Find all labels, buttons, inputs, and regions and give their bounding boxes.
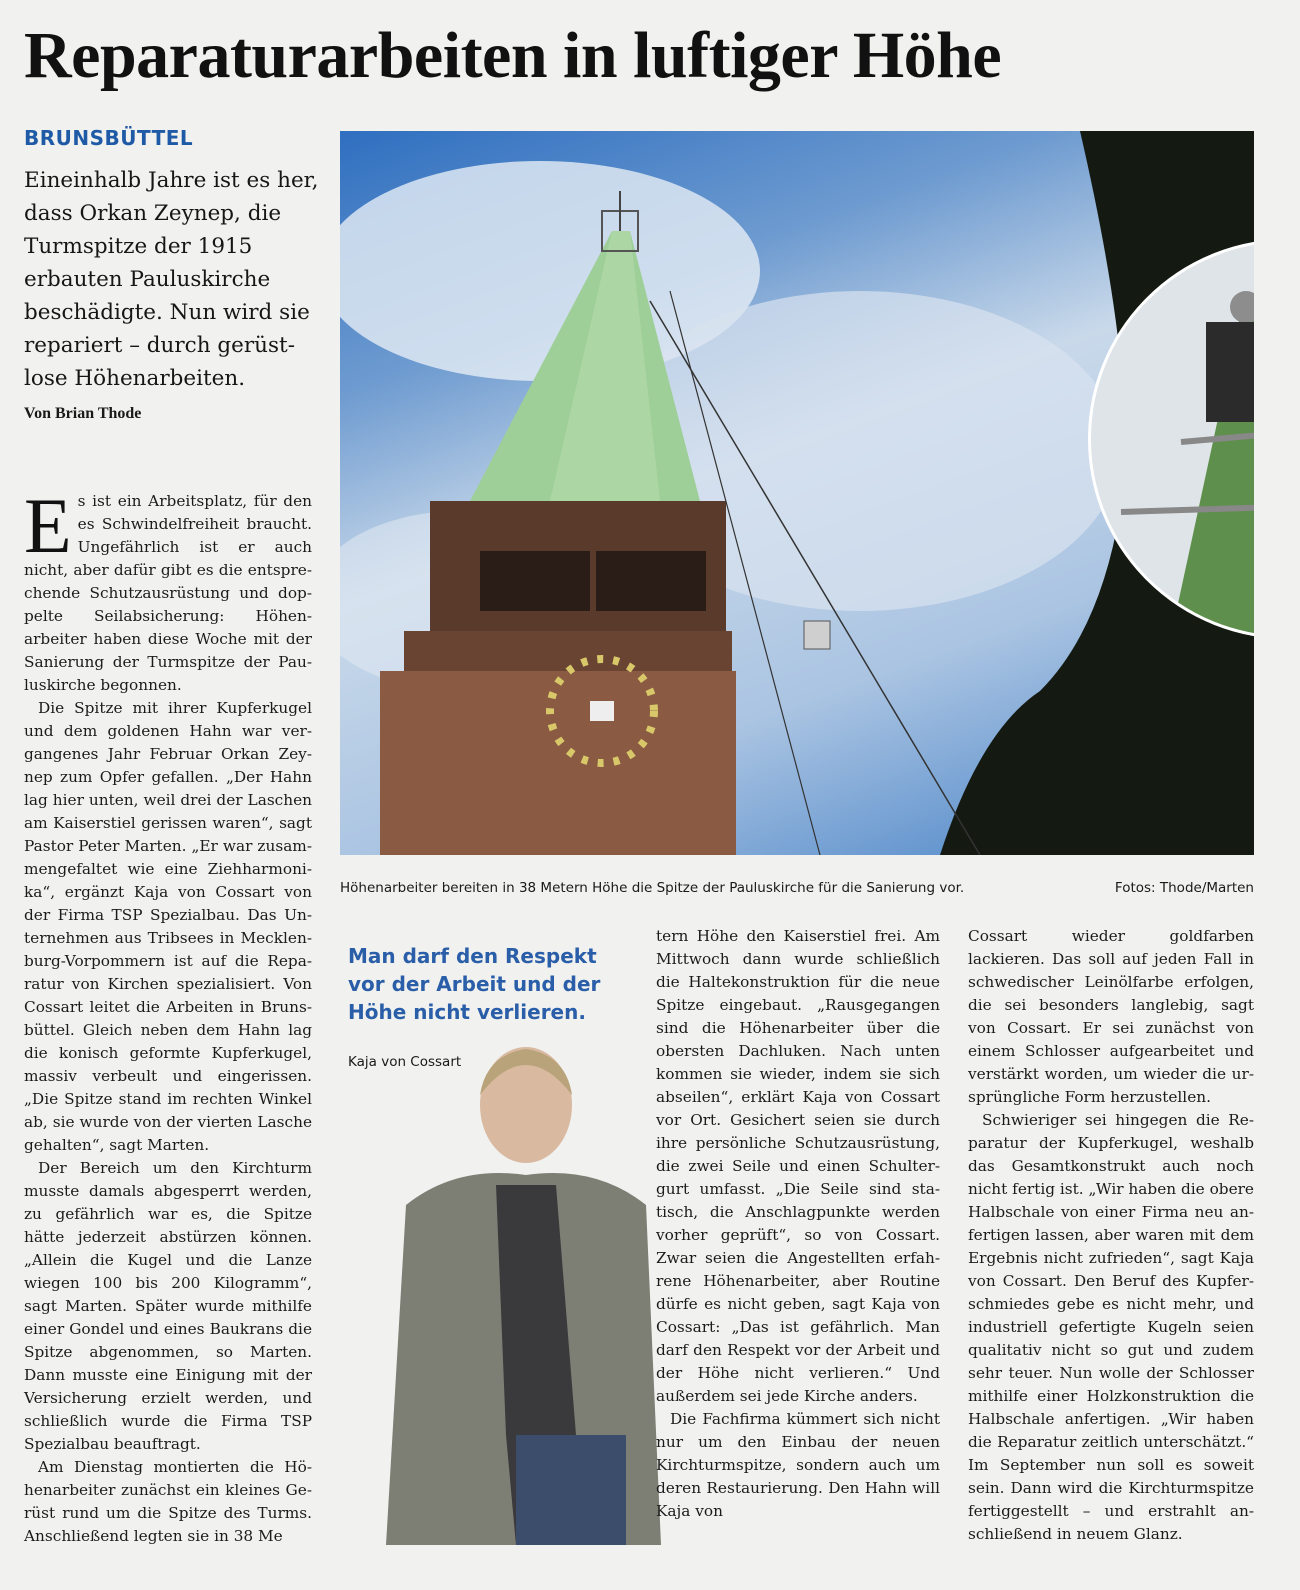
paragraph: Die Spitze mit ihrer Kupferkugel und dem goldenen Hahn war vergangenes Jahr Februar Orkan Zeynep zum Opfer gefallen. „Der Hahn lag hier unten, weil drei der Laschen am Kaiserstiel gerissen waren“, sagt Pastor Peter Marten. „Er war zusammengefaltet wie eine Ziehharmonika“, ergänzt Kaja von Cossart von der Firma TSP Spezialbau. Das Unternehmen aus Tribsees in Mecklenburg-Vorpommern ist auf die Reparatur von Kirchen spezialisiert. Von Cossart leitet die Arbeiten in Brunsbüttel. Gleich neben dem Hahn lag die konisch geformte Kupferkugel, massiv verbeult und eingerissen. „Die Spitze stand im rechten Winkel ab, sie wurde von der vierten Lasche gehalten“, sagt Marten.	[24, 699, 312, 1154]
paragraph: Schwieriger sei hingegen die Reparatur der Kupferkugel, weshalb das Gesamtkonstrukt auch noch nicht fertig ist. „Wir haben die obere Halbschale von einer Firma neu anfertigen lassen, aber waren mit dem Ergebnis nicht zufrieden“, sagt Kaja von Cossart. Den Beruf des Kupferschmiedes gebe es nicht mehr, und industriell gefertigte Kugeln seien qualitativ nicht so gut und zudem sehr teuer. Nun wolle der Schlosser mithilfe einer Holzkonstruktion die Halbschale anfertigen. „Wir haben die Reparatur zeitlich unterschätzt.“ Im September nun soll es soweit sein. Dann wird die Kirchturmspitze fertiggestellt – und erstrahlt anschließend in neuem Glanz.	[968, 1111, 1254, 1543]
pull-quote: Man darf den Respekt vor der Arbeit und der Höhe nicht verlieren.	[348, 944, 601, 1024]
paragraph: Es ist ein Arbeitsplatz, für den es Schwindelfreiheit braucht. Ungefährlich ist er auch nicht, aber dafür gibt es die entsprechende Schutzausrüstung und doppelte Seilabsicherung: Höhenarbeiter haben diese Woche mit der Sanierung der Turmspitze der Pauluskirche begonnen.	[24, 482, 312, 694]
article-column-3	[656, 925, 940, 1523]
paragraph: Cossart wieder goldfarben lackieren. Das soll auf jeden Fall in schwedischer Leinölfarbe erfolgen, die sei besonders langlebig, sagt von Cossart. Er sei zunächst von einem Schlosser aufgearbeitet und verstärkt worden, um wieder die ursprüngliche Form herzustellen.	[968, 927, 1254, 1106]
paragraph: Die Fachfirma kümmert sich nicht nur um den Einbau der neuen Kirchturmspitze, sondern auch um deren Restaurierung. Den Hahn will Kaja von	[656, 1410, 940, 1520]
paragraph: Der Bereich um den Kirchturm musste damals abgesperrt werden, zu gefährlich war es, die Spitze hätte jederzeit abstürzen können. „Allein die Kugel und die Lanze wiegen 100 bis 200 Kilogramm“, sagt Marten. Später wurde mithilfe einer Gondel und eines Baukrans die Spitze abgenommen, so Marten. Dann musste eine Einigung mit der Versicherung erzielt werden, und schließlich wurde die Firma TSP Spezialbau beauftragt.	[24, 1159, 312, 1453]
paragraph: tern Höhe den Kaiserstiel frei. Am Mittwoch dann wurde schließlich die Haltekonstruktion für die neue Spitze eingebaut. „Rausgegangen sind die Höhenarbeiter über die obersten Dachluken. Nach unten kommen sie wieder, indem sie sich abseilen“, erklärt Kaja von Cossart vor Ort. Gesichert seien sie durch ihre persönliche Schutzausrüstung, die zwei Seile und einen Schultergurt umfasst. „Die Seile sind statisch, die Anschlagpunkte werden vorher geprüft“, so von Cossart. Zwar seien die Angestellten erfahrene Höhenarbeiter, aber Routine dürfe es nicht geben, sagt Kaja von Cossart: „Das ist gefährlich. Man darf den Respekt vor der Arbeit und der Höhe nicht verlieren.“ Und außerdem sei jede Kirche anders.	[656, 927, 940, 1405]
paragraph: Am Dienstag montierten die Höhenarbeiter zunächst ein kleines Gerüst rund um die Spitze des Turms. Anschließend legten sie in 38 Me	[24, 1458, 312, 1545]
photo-caption: Höhenarbeiter bereiten in 38 Metern Höhe die Spitze der Pauluskirche für die Sanierung vor.	[340, 880, 965, 896]
portrait-photo	[376, 1035, 666, 1545]
drop-cap: E	[24, 482, 72, 569]
article-column-1	[24, 482, 312, 1548]
dateline: BRUNSBÜTTEL	[24, 126, 194, 150]
person-portrait-illustration	[376, 1035, 666, 1545]
photo-credit: Fotos: Thode/Marten	[1114, 880, 1254, 896]
church-tower-photo	[340, 131, 1254, 855]
byline: Von Brian Thode	[24, 405, 142, 422]
photo-caption-row	[340, 880, 1254, 896]
pull-quote-author: Kaja von Cossart	[348, 1054, 462, 1070]
article-column-4	[968, 925, 1254, 1546]
lead-paragraph: Eineinhalb Jahre ist es her, dass Orkan Zeynep, die Turmspitze der 1915 erbauten Pauluskirche beschädigte. Nun wird sie repariert – durch gerüstlose Höhenarbeiten.	[24, 168, 319, 391]
headline: Reparaturarbeiten in luftiger Höhe	[24, 19, 1002, 92]
